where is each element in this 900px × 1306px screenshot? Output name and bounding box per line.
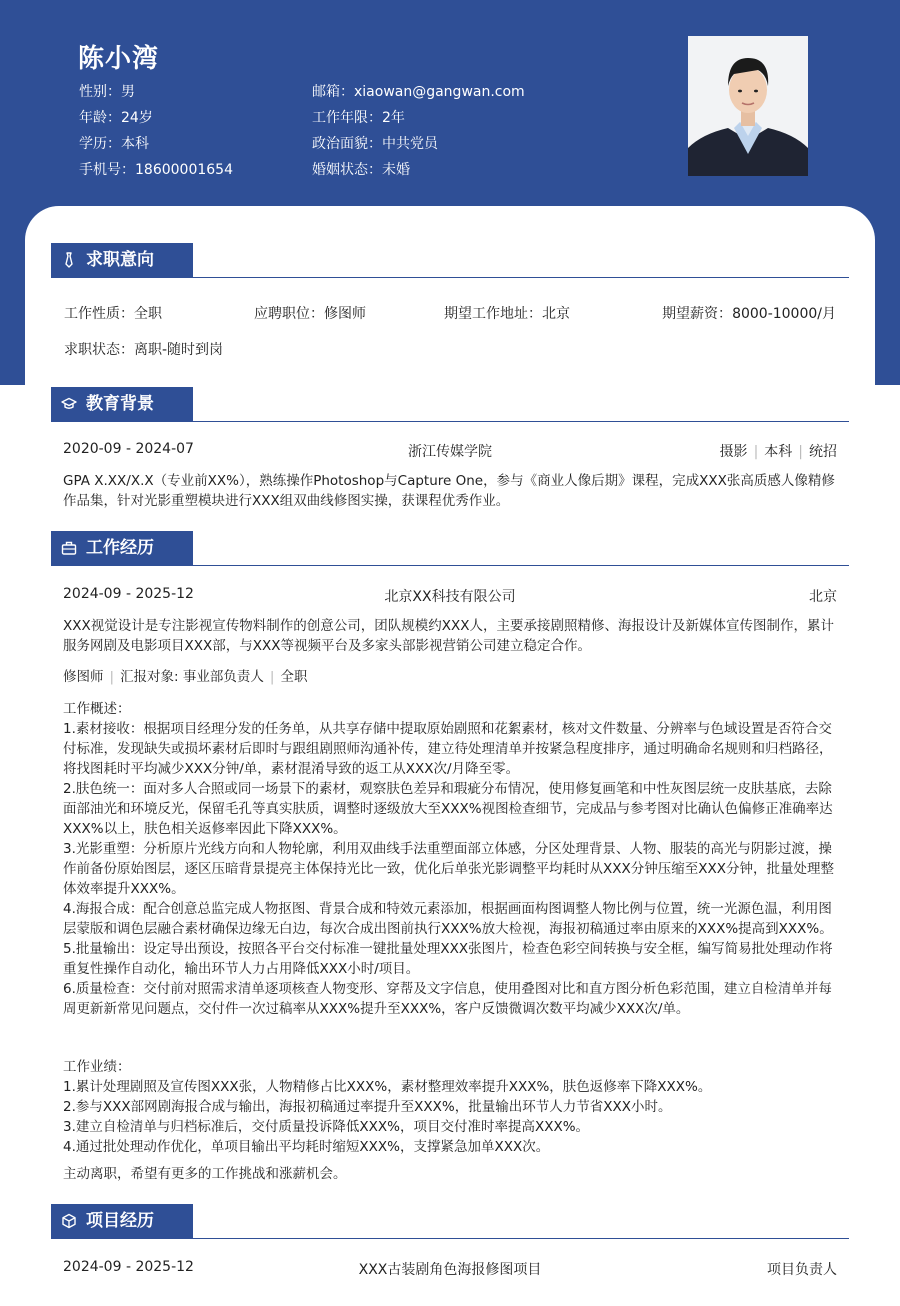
overview-item: 2.肤色统一：面对多人合照或同一场景下的素材，观察肤色差异和瑕疵分布情况，使用修复画笔和中性灰图层统一皮肤基底，去除面部油光和环境反光，保留毛孔等真实肤质，调整时逐级放大至XXX%视图检查细节，完成品与参考图对比确认色偏修正准确率达XXX%以上，肤色相关返修率因此下降XXX%。 (63, 781, 833, 837)
education-tags: 摄影 | 本科 | 统招 (719, 444, 837, 460)
achievement-item: 4.通过批处理动作优化，单项目输出平均耗时缩短XXX%，支撑紧急加单XXX次。 (63, 1139, 550, 1155)
job-title-text: 修图师 (63, 669, 104, 685)
overview-item: 5.批量输出：设定导出预设，按照各平台交付标准一键批量处理XXX张图片，检查色彩空间转换与安全框，编写简易批处理动作将重复性操作自动化，输出环节人力占用降低XXX小时/项目。 (63, 941, 833, 977)
political-status-text: 政治面貌：中共党员 (312, 136, 438, 152)
applied-position (254, 303, 366, 323)
work-role-tags: 修图师 | 汇报对象: 事业部负责人 | 全职 (63, 669, 308, 685)
job-nature-label: 工作性质： (64, 306, 134, 322)
major-text: 摄影 (719, 444, 748, 460)
section-title: 教育背景 (86, 394, 154, 414)
job-intent-section (51, 243, 849, 278)
achievement-item: 3.建立自检清单与归档标准后，交付质量投诉降低XXX%，项目交付准时率提高XXX%。 (63, 1119, 590, 1135)
work-achievements (63, 1057, 838, 1157)
company-description: XXX视觉设计是专注影视宣传物料制作的创意公司，团队规模约XXX人，主要承接剧照精修、海报设计及新媒体宣传图制作，累计服务网剧及电影项目XXX部，与XXX等视频平台及多家头部影视营销公司建立稳定合作。 (63, 618, 834, 654)
desired-salary (662, 303, 836, 323)
project-name: XXX古装剧角色海报修图项目 (358, 1262, 542, 1278)
desired-location-label: 期望工作地址： (444, 306, 542, 322)
section-title-tag (51, 243, 193, 277)
overview-item: 1.素材接收：根据项目经理分发的任务单，从共享存储中提取原始剧照和花絮素材，核对文件数量、分辨率与色域设置是否符合交付标准，发现缺失或损坏素材后即时与跟组剧照师沟通补传，建立待处理清单并按紧急程度排序，通过明确命名规则和归档路径，将找图耗时平均减少XXX分钟/单，素材混淆导致的返工从XXX次/月降至零。 (63, 721, 833, 777)
job-nature-value: 全职 (134, 306, 162, 322)
job-status-label: 求职状态： (64, 342, 134, 358)
overview-item: 4.海报合成：配合创意总监完成人物抠图、背景合成和特效元素添加，根据画面构图调整人物比例与位置，统一光源色温，利用图层蒙版和调色层融合素材确保边缘无白边，每次合成出图前执行XXX%放大检视，海报初稿通过率由原来的XXX%提高到XXX%。 (63, 901, 833, 937)
work-city: 北京 (809, 589, 837, 605)
report-to-text: 汇报对象: 事业部负责人 (120, 669, 264, 685)
age-text: 年龄：24岁 (79, 110, 153, 126)
section-header (51, 243, 849, 278)
project-role: 项目负责人 (767, 1262, 837, 1278)
desired-salary-value: 8000-10000/月 (732, 306, 836, 322)
section-header (51, 387, 849, 422)
education-level-text: 学历：本科 (79, 136, 149, 152)
phone-text: 手机号：18600001654 (79, 162, 233, 178)
overview-item: 6.质量检查：交付前对照需求清单逐项核查人物变形、穿帮及文字信息，使用叠图对比和直方图分析色彩范围，建立自检清单并每周更新新常见问题点，交付件一次过稿率从XXX%提升至XXX%，客户反馈微调次数平均减少XXX次/单。 (63, 981, 832, 1017)
desired-salary-label: 期望薪资： (662, 306, 733, 322)
education-section (51, 387, 849, 422)
project-date: 2024-09 - 2025-12 (63, 1259, 194, 1275)
education-description: GPA X.XX/X.X（专业前XX%），熟练操作Photoshop与Capture One，参与《商业人像后期》课程，完成XXX张高质感人像精修作品集，针对光影重塑模块进行XXX组双曲线修图实操，获课程优秀作业。 (63, 473, 835, 509)
section-title: 求职意向 (86, 250, 154, 270)
achievement-title: 工作业绩： (63, 1059, 131, 1075)
job-nature (64, 303, 162, 323)
section-title: 项目经历 (86, 1211, 154, 1231)
overview-item: 3.光影重塑：分析原片光线方向和人物轮廓，利用双曲线手法重塑面部立体感，分区处理背景、人物、服装的高光与阴影过渡，操作前备份原始图层，逐区压暗背景提亮主体保持光比一致，优化后单张光影调整平均耗时从XXX分钟压缩至XXX分钟，批量处理整体效率提升XXX%。 (63, 841, 834, 897)
briefcase-icon (61, 540, 77, 556)
portrait-photo (688, 36, 808, 176)
job-status (64, 339, 223, 359)
leave-reason: 主动离职，希望有更多的工作挑战和涨薪机会。 (63, 1166, 347, 1182)
section-title-tag (51, 531, 193, 565)
school-name: 浙江传媒学院 (408, 444, 492, 460)
section-title-tag (51, 1204, 193, 1238)
section-title-tag (51, 387, 193, 421)
desired-location-value: 北京 (542, 306, 570, 322)
graduation-cap-icon (61, 396, 77, 412)
candidate-name: 陈小湾 (78, 44, 160, 74)
job-status-value: 离职-随时到岗 (134, 342, 224, 358)
achievement-item: 2.参与XXX部网剧海报合成与输出，海报初稿通过率提升至XXX%，批量输出环节人力节省XXX小时。 (63, 1099, 672, 1115)
achievement-item: 1.累计处理剧照及宣传图XXX张，人物精修占比XXX%，素材整理效率提升XXX%，肤色返修率下降XXX%。 (63, 1079, 712, 1095)
degree-text: 本科 (764, 444, 793, 460)
section-header (51, 1204, 849, 1239)
tie-icon (61, 252, 77, 268)
basic-info-right (312, 79, 525, 183)
employment-type-text: 全职 (280, 669, 308, 685)
applied-position-value: 修图师 (324, 306, 366, 322)
work-years-text: 工作年限：2年 (312, 110, 405, 126)
admission-type-text: 统招 (809, 444, 837, 460)
basic-info-left (79, 79, 233, 183)
email-text: 邮箱：xiaowan@gangwan.com (312, 84, 525, 100)
desired-location (444, 303, 570, 323)
work-section (51, 531, 849, 566)
marital-status-text: 婚姻状态：未婚 (312, 162, 410, 178)
project-section (51, 1204, 849, 1239)
gender-text: 性别：男 (79, 84, 135, 100)
section-title: 工作经历 (86, 538, 154, 558)
cube-icon (61, 1213, 77, 1229)
company-name: 北京XX科技有限公司 (384, 589, 516, 605)
applied-position-label: 应聘职位： (254, 306, 324, 322)
overview-title: 工作概述： (63, 701, 131, 717)
work-date: 2024-09 - 2025-12 (63, 586, 194, 602)
education-date: 2020-09 - 2024-07 (63, 441, 194, 457)
work-overview (63, 699, 838, 1019)
section-header (51, 531, 849, 566)
